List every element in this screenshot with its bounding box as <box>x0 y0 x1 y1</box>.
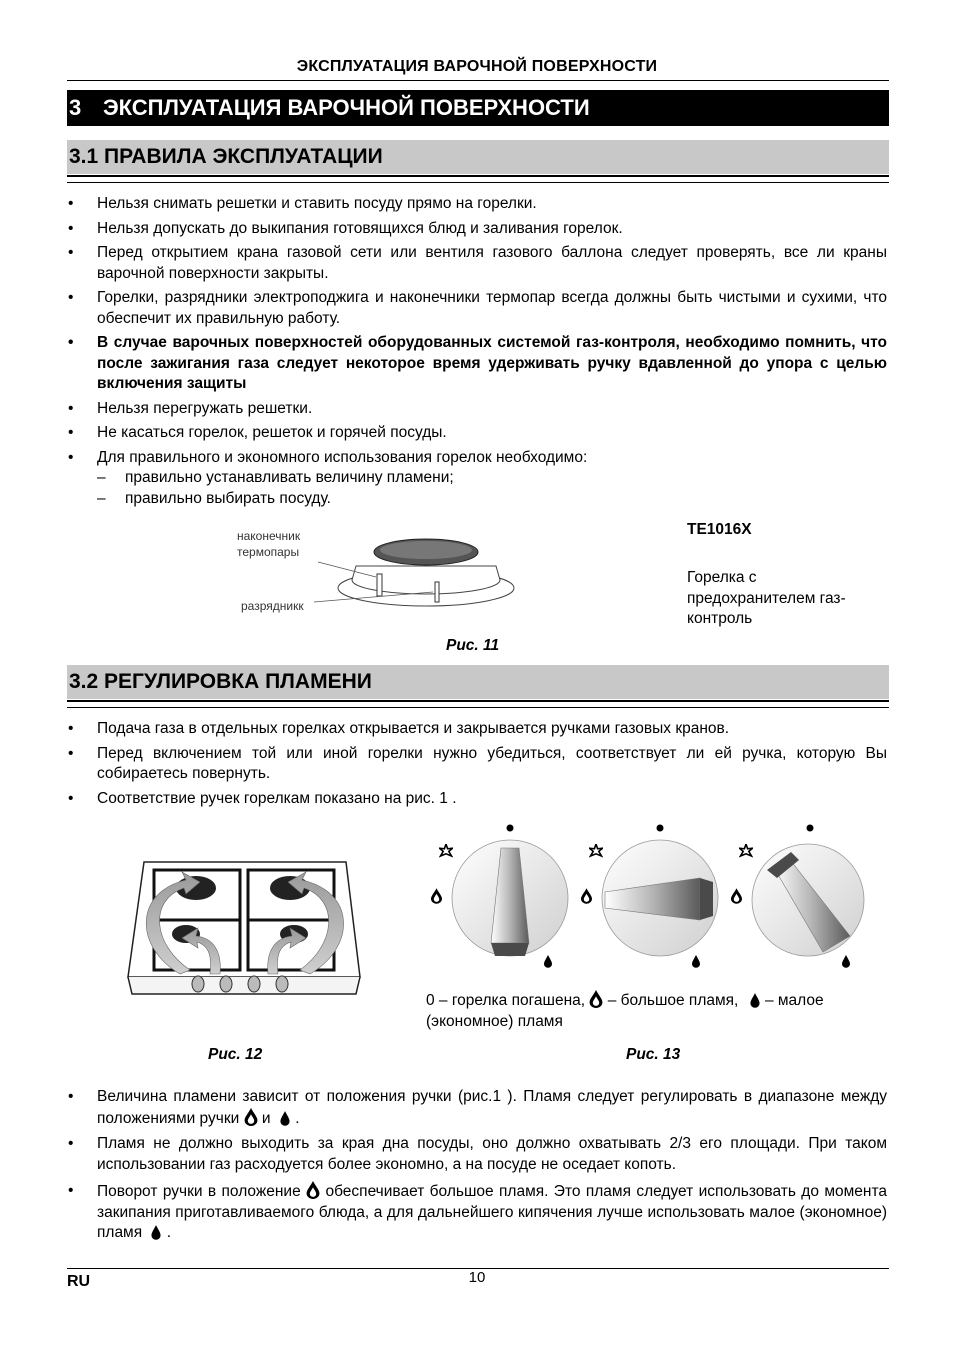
small-flame-icon <box>842 955 850 968</box>
thermocouple-icon <box>377 574 382 596</box>
legend-small-flame: – малое <box>764 992 824 1009</box>
advice-text: . <box>166 1224 172 1241</box>
flame-list <box>67 719 887 813</box>
list-item: • Перед включением той или иной горелки нужно убедиться, соответствует ли ей ручка, которую Вы собираетесь повернуть. <box>67 744 887 785</box>
figure-11-caption: Рис. 11 <box>446 637 500 654</box>
hob-front-panel <box>128 977 360 994</box>
subsection-3-1-heading <box>67 140 889 174</box>
list-item-warning: • В случае варочных поверхностей оборудованных системой газ-контроля, необходимо помнить, что после зажигания газа следует некоторое время удерживать ручку вдавленной до упора с целью включения защиты <box>67 333 887 395</box>
off-position-dot <box>657 825 664 832</box>
figure-13-caption: Рис. 13 <box>626 1046 681 1063</box>
knob-icon <box>192 976 204 992</box>
large-flame-icon <box>244 1108 258 1126</box>
off-position-dot <box>507 825 514 832</box>
page-number: 10 <box>468 1269 486 1286</box>
knob-handle-base <box>700 878 713 920</box>
thermocouple-label-2: термопары <box>237 545 300 559</box>
igniter-icon <box>435 582 439 602</box>
running-header: ЭКСПЛУАТАЦИЯ ВАРОЧНОЙ ПОВЕРХНОСТИ <box>296 58 658 75</box>
list-item: • Нельзя снимать решетки и ставить посуду прямо на горелки. <box>67 194 887 215</box>
burner-cap-highlight <box>380 541 472 559</box>
subsection-3-1-title: 3.1 ПРАВИЛА ЭКСПЛУАТАЦИИ <box>69 145 383 168</box>
sub-list-item: – правильно устанавливать величину пламени; <box>67 468 887 489</box>
advice-text: . <box>295 1110 300 1127</box>
advice-text: обеспечивает большое пламя. Это пламя следует использовать до момента закипания приготавливаемого блюда, а для дальнейшего кипячения лучше использовать малое (экономное) пламя <box>97 1183 887 1241</box>
large-flame-icon <box>431 888 442 903</box>
subsection-3-1-rule <box>67 175 889 183</box>
sub-list-item: – правильно выбирать посуду. <box>67 489 887 510</box>
large-flame-icon <box>731 888 742 903</box>
knob-icon <box>276 976 288 992</box>
list-item: • Нельзя перегружать решетки. <box>67 399 887 420</box>
burner-description: Горелка с предохранителем газ-контроль <box>687 569 846 627</box>
igniter-pointer <box>314 592 433 602</box>
header-rule <box>67 80 889 81</box>
list-item <box>67 1086 887 1130</box>
large-flame-icon <box>581 888 592 903</box>
list-item: • Перед открытием крана газовой сети или вентиля газового баллона следует проверять, все ли краны варочной поверхности закрыты. <box>67 243 887 284</box>
legend-off: 0 – горелка погашена, <box>426 992 586 1009</box>
flame-advice-list <box>67 1086 887 1248</box>
small-flame-icon <box>544 955 552 968</box>
section-heading <box>67 90 889 126</box>
subsection-3-2-rule <box>67 700 889 708</box>
rules-list <box>67 194 887 509</box>
small-flame-icon <box>749 992 761 1008</box>
list-item: • Подача газа в отдельных горелках открывается и закрывается ручками газовых кранов. <box>67 719 887 740</box>
legend-economy: (экономное) пламя <box>426 1012 563 1030</box>
knob-icon <box>220 976 232 992</box>
subsection-3-2-title: 3.2 РЕГУЛИРОВКА ПЛАМЕНИ <box>69 670 372 693</box>
figure-12-caption: Рис. 12 <box>208 1046 263 1063</box>
knob-icon <box>248 976 260 992</box>
large-flame-icon <box>589 990 603 1008</box>
hob-diagram <box>124 852 364 1002</box>
small-flame-icon <box>279 1110 291 1126</box>
list-item: • Пламя не должно выходить за края дна посуды, оно должно охватывать 2/3 его площади. При таком использовании газ расходуется более экономно, а на посуде не оседает копоть. <box>67 1134 887 1175</box>
small-flame-icon <box>150 1224 162 1240</box>
ignition-icon <box>440 844 453 856</box>
knob-handle-base <box>491 943 529 956</box>
ignition-icon <box>740 844 753 856</box>
igniter-label: разрядникк <box>241 599 304 613</box>
burner-body <box>352 566 500 580</box>
thermocouple-label-1: наконечник <box>237 529 301 543</box>
list-item: • Горелки, разрядники электроподжига и наконечники термопар всегда должны быть чистыми и сухими, что обеспечит их правильную работу. <box>67 288 887 329</box>
advice-text: Величина пламени зависит от положения ручки (рис.1 ). Пламя следует регулировать в диапазоне между положениями ручки <box>97 1088 887 1127</box>
knob-positions-diagram <box>425 818 885 973</box>
advice-text: Поворот ручки в положение <box>97 1183 301 1200</box>
advice-text: и <box>261 1110 271 1127</box>
list-item: • Соответствие ручек горелкам показано на рис. 1 . <box>67 789 887 810</box>
model-label: TE1016X <box>687 521 752 538</box>
list-item: • Для правильного и экономного использования горелок необходимо: <box>67 448 887 469</box>
subsection-3-2-heading <box>67 665 889 699</box>
ignition-icon <box>590 844 603 856</box>
list-item: • Нельзя допускать до выкипания готовящихся блюд и заливания горелок. <box>67 219 887 240</box>
language-code: RU <box>67 1273 91 1290</box>
off-position-dot <box>807 825 814 832</box>
list-item <box>67 1181 887 1244</box>
legend-large-flame: – большое пламя, <box>607 992 739 1009</box>
burner-diagram <box>230 522 530 622</box>
knob-legend <box>426 990 896 1032</box>
list-item: • Не касаться горелок, решеток и горячей посуды. <box>67 423 887 444</box>
section-number: 3 <box>69 95 82 120</box>
large-flame-icon <box>306 1181 320 1199</box>
small-flame-icon <box>692 955 700 968</box>
section-title: ЭКСПЛУАТАЦИЯ ВАРОЧНОЙ ПОВЕРХНОСТИ <box>103 95 590 120</box>
